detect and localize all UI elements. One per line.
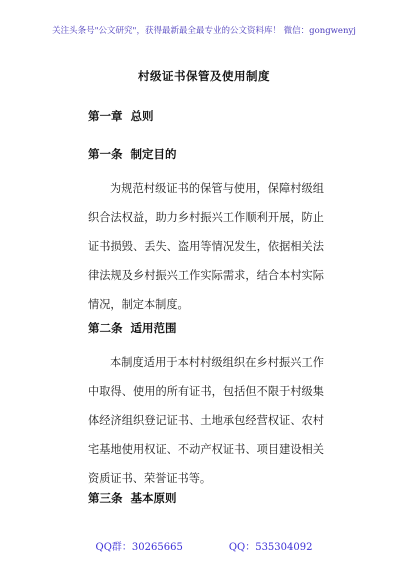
article-2-name: 适用范围 bbox=[130, 321, 177, 335]
footer-qq: QQ：535304092 bbox=[228, 542, 313, 553]
article-2-paragraph: 本制度适用于本村村级组织在乡村振兴工作中取得、使用的所有证书，包括但不限于村级集体经济组织登记证书、土地承包经营权证、农村宅基地使用权证、不动产权证书、项目建设相关资质证书、荣誉证书等。 bbox=[88, 356, 324, 485]
header-promo-note: 关注头条号"公文研究"，获得最新最全最专业的公文资料库！ 微信：gongwenyj bbox=[52, 26, 356, 36]
footer-contact bbox=[0, 538, 408, 553]
article-2-number: 第二条 bbox=[88, 321, 123, 335]
article-1-paragraph: 为规范村级证书的保管与使用，保障村级组织合法权益，助力乡村振兴工作顺利开展，防止证书损毁、丢失、盗用等情况发生，依据相关法律法规及乡村振兴工作实际需求，结合本村实际情况，制定本制度。 bbox=[88, 182, 324, 311]
chapter-1-number: 第一章 bbox=[88, 109, 123, 123]
article-1-name: 制定目的 bbox=[130, 147, 177, 161]
chapter-1-heading bbox=[88, 108, 154, 124]
article-1-number: 第一条 bbox=[88, 147, 123, 161]
chapter-1-name: 总则 bbox=[130, 109, 154, 123]
article-3-number: 第三条 bbox=[88, 491, 123, 505]
footer-qq-group: QQ群：30265665 bbox=[95, 542, 183, 553]
article-3-name: 基本原则 bbox=[130, 491, 177, 505]
article-3-heading bbox=[88, 490, 177, 506]
article-1-heading bbox=[88, 146, 177, 162]
article-2-heading bbox=[88, 320, 177, 336]
document-title: 村级证书保管及使用制度 bbox=[138, 69, 270, 83]
